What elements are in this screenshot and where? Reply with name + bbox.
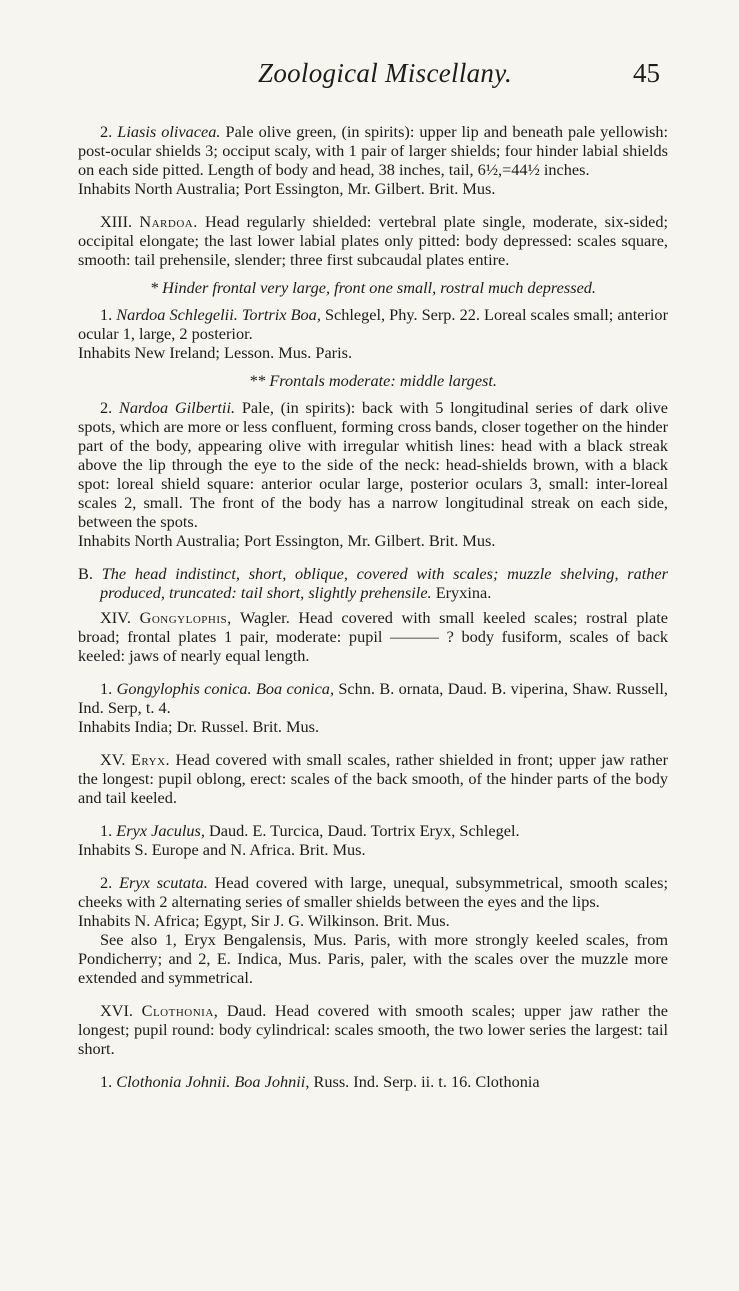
species-name: Nardoa Gilbertii. <box>118 398 236 417</box>
species-number: 2. <box>100 873 113 892</box>
species-name: Eryx Jaculus, <box>116 821 205 840</box>
species-name: Eryx scutata. <box>119 873 208 892</box>
genus-number: XIV. <box>100 608 131 627</box>
species-name: Clothonia Johnii. <box>116 1072 231 1091</box>
species-number: 2. <box>100 398 113 417</box>
habitat-line <box>78 531 668 550</box>
genus-paragraph <box>78 1001 668 1058</box>
see-also-text: See also 1, Eryx Bengalensis, Mus. Paris, with more strongly keeled scales, from Pondicherry; and 2, E. Indica, Mus. Paris, paler, with the scales over the muzzle more extended and symmetrical. <box>78 930 668 987</box>
page-body <box>78 122 668 1091</box>
habitat-line <box>78 179 668 198</box>
genus-paragraph <box>78 212 668 269</box>
genus-name: Gongylophis, <box>139 608 232 627</box>
genus-name: Clothonia, <box>141 1001 219 1020</box>
genus-description: Head covered with small scales, rather shielded in front; upper jaw rather the longest: pupil oblong, erect: scales of the back smooth, of the hinder parts of the body and tail keeled. <box>78 750 668 807</box>
species-number: 1. <box>100 305 113 324</box>
species-synonym: Boa conica, <box>255 679 335 698</box>
section-heading: ** Frontals moderate: middle largest. <box>249 371 497 390</box>
species-paragraph <box>78 398 668 531</box>
habitat-text: Inhabits N. Africa; Egypt, Sir J. G. Wilkinson. Brit. Mus. <box>78 911 450 930</box>
genus-paragraph <box>78 608 668 665</box>
habitat-text: Inhabits North Australia; Port Essington, Mr. Gilbert. Brit. Mus. <box>78 179 496 198</box>
species-paragraph <box>78 873 668 911</box>
genus-name: Nardoa. <box>139 212 198 231</box>
division-paragraph <box>78 564 668 602</box>
division-letter: B. <box>78 564 93 583</box>
species-description: Head covered with large, unequal, subsymmetrical, smooth scales; cheeks with 2 alternating series of smaller shields between the eyes and the lips. <box>78 873 668 911</box>
species-description: Daud. E. Turcica, Daud. Tortrix Eryx, Schlegel. <box>204 821 520 840</box>
running-title: Zoological Miscellany. <box>258 58 513 88</box>
species-name: Nardoa Schlegelii. <box>116 305 238 324</box>
section-heading: * Hinder frontal very large, front one small, rostral much depressed. <box>149 278 597 297</box>
genus-description: Daud. Head covered with smooth scales; upper jaw rather the longest; pupil round: body cylindrical: scales smooth, the two lower series the largest: tail short. <box>78 1001 668 1058</box>
habitat-text: Inhabits New Ireland; Lesson. Mus. Paris. <box>78 343 353 362</box>
division-name: Eryxina. <box>431 583 492 602</box>
species-name: Gongylophis conica. <box>116 679 252 698</box>
habitat-text: Inhabits S. Europe and N. Africa. Brit. Mus. <box>78 840 366 859</box>
species-paragraph <box>78 821 668 840</box>
genus-name: Eryx. <box>130 750 171 769</box>
species-paragraph <box>78 1072 668 1091</box>
habitat-line <box>78 840 668 859</box>
habitat-line <box>78 343 668 362</box>
species-name: Liasis olivacea. <box>117 122 221 141</box>
species-description: Schlegel, Phy. Serp. 22. Loreal scales small; anterior ocular 1, large, 2 posterior. <box>78 305 668 343</box>
species-paragraph <box>78 679 668 717</box>
genus-paragraph <box>78 750 668 807</box>
genus-description: Wagler. Head covered with small keeled scales; rostral plate broad; frontal plates 1 pair, moderate: pupil ——— ? body fusiform, scales of back keeled: jaws of nearly equal length. <box>78 608 668 665</box>
species-number: 1. <box>100 1072 113 1091</box>
species-description: Pale, (in spirits): back with 5 longitudinal series of dark olive spots, which are more or less confluent, forming cross bands, closer together on the hinder part of the body, appearing olive with irregular whitish lines: head with a black streak above the lip through the eye to the side of the neck: head-shields brown, with a black spot: loreal shield square: anterior ocular large, posterior oculars 3, small: inter-loreal scales 2, small. The front of the body has a narrow longitudinal streak on each side, between the spots. <box>78 398 668 531</box>
see-also-paragraph <box>78 930 668 987</box>
genus-number: XVI. <box>100 1001 134 1020</box>
species-number: 2. <box>100 122 113 141</box>
habitat-text: Inhabits India; Dr. Russel. Brit. Mus. <box>78 717 320 736</box>
habitat-line <box>78 717 668 736</box>
page-number: 45 <box>633 58 660 88</box>
habitat-line <box>78 911 668 930</box>
page-header <box>0 58 739 98</box>
genus-number: XIII. <box>100 212 133 231</box>
species-description: Russ. Ind. Serp. ii. t. 16. Clothonia <box>309 1072 540 1091</box>
species-description: Schn. B. ornata, Daud. B. viperina, Shaw. Russell, Ind. Serp, t. 4. <box>78 679 669 717</box>
genus-number: XV. <box>100 750 126 769</box>
genus-description: Head regularly shielded: vertebral plate single, moderate, six-sided; occipital elongate; the last lower labial plates only pitted: body depressed: scales square, smooth: tail prehensile, slender; three first subcaudal plates entire. <box>78 212 668 269</box>
species-synonym: Boa Johnii, <box>234 1072 310 1091</box>
species-paragraph <box>78 122 668 179</box>
species-number: 1. <box>100 821 113 840</box>
species-number: 1. <box>100 679 113 698</box>
habitat-text: Inhabits North Australia; Port Essington, Mr. Gilbert. Brit. Mus. <box>78 531 496 550</box>
division-description: The head indistinct, short, oblique, covered with scales; muzzle shelving, rather produced, truncated: tail short, slightly prehensile. <box>100 564 668 602</box>
species-description: Pale olive green, (in spirits): upper lip and beneath pale yellowish: post-ocular shields 3; occiput scaly, with 1 pair of larger shields; four hinder labial shields on each side pitted. Length of body and head, 38 inches, tail, 6½,=44½ inches. <box>78 122 669 179</box>
species-synonym: Tortrix Boa, <box>241 305 321 324</box>
species-paragraph <box>78 305 668 343</box>
